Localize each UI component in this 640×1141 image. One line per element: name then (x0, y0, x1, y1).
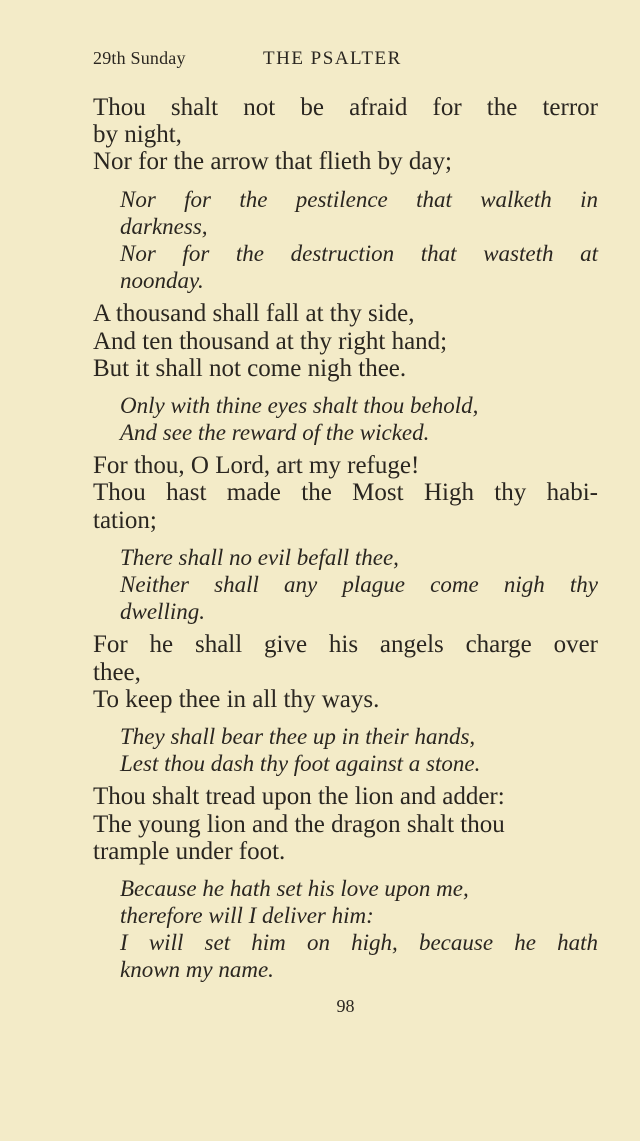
verse-line: Neither shall any plague come nigh thy (120, 572, 598, 597)
header-section: 29th Sunday (93, 48, 186, 68)
verse-line: And see the reward of the wicked. (120, 420, 430, 446)
verse-line: But it shall not come nigh thee. (93, 354, 407, 382)
verse-stanza (93, 94, 598, 176)
verse-stanza (93, 783, 598, 865)
verse-line: Nor for the destruction that wasteth at (120, 240, 598, 266)
verse-line: To keep thee in all thy ways. (93, 685, 380, 713)
verse-line: For he shall give his angels charge over (93, 631, 598, 659)
response-stanza (120, 875, 598, 984)
verse-line: A thousand shall fall at thy side, (93, 300, 415, 328)
verse-line: Nor for the arrow that flieth by day; (93, 148, 452, 176)
response-stanza (120, 723, 598, 777)
verse-stanza (93, 631, 598, 713)
verse-line: Only with thine eyes shalt thou behold, (120, 392, 479, 418)
header-title: THE PSALTER (263, 48, 402, 69)
verse-line: known my name. (120, 957, 274, 983)
response-stanza (120, 392, 598, 446)
running-header (93, 48, 402, 70)
verse-line: Because he hath set his love upon me, (120, 875, 469, 901)
verse-line: thee, (93, 658, 141, 686)
response-stanza (120, 544, 598, 626)
verse-line: There shall no evil befall thee, (120, 544, 399, 570)
verse-line: tation; (93, 506, 157, 534)
verse-line: Thou shalt not be afraid for the terror (93, 94, 598, 121)
verse-line: They shall bear thee up in their hands, (120, 723, 476, 749)
page-number: 98 (336, 996, 355, 1016)
verse-stanza (93, 452, 598, 534)
verse-line: noonday. (120, 268, 204, 294)
verse-line: And ten thousand at thy right hand; (93, 327, 448, 355)
verse-line: by night, (93, 121, 182, 149)
verse-line: Thou shalt tread upon the lion and adder: (93, 783, 505, 811)
verse-line: therefore will I deliver him: (120, 903, 374, 929)
psalm-text (93, 94, 598, 990)
verse-line: For thou, O Lord, art my refuge! (93, 452, 420, 480)
verse-line: I will set him on high, because he hath (120, 930, 598, 956)
verse-line: darkness, (120, 213, 208, 239)
verse-line: dwelling. (120, 599, 205, 625)
verse-line: Lest thou dash thy foot against a stone. (120, 751, 481, 777)
verse-stanza (93, 300, 598, 382)
verse-line: Nor for the pestilence that walketh in (120, 186, 598, 212)
verse-line: The young lion and the dragon shalt thou (93, 810, 505, 838)
verse-line: Thou hast made the Most High thy habi- (93, 479, 598, 507)
verse-line: trample under foot. (93, 837, 286, 865)
response-stanza (120, 186, 598, 295)
